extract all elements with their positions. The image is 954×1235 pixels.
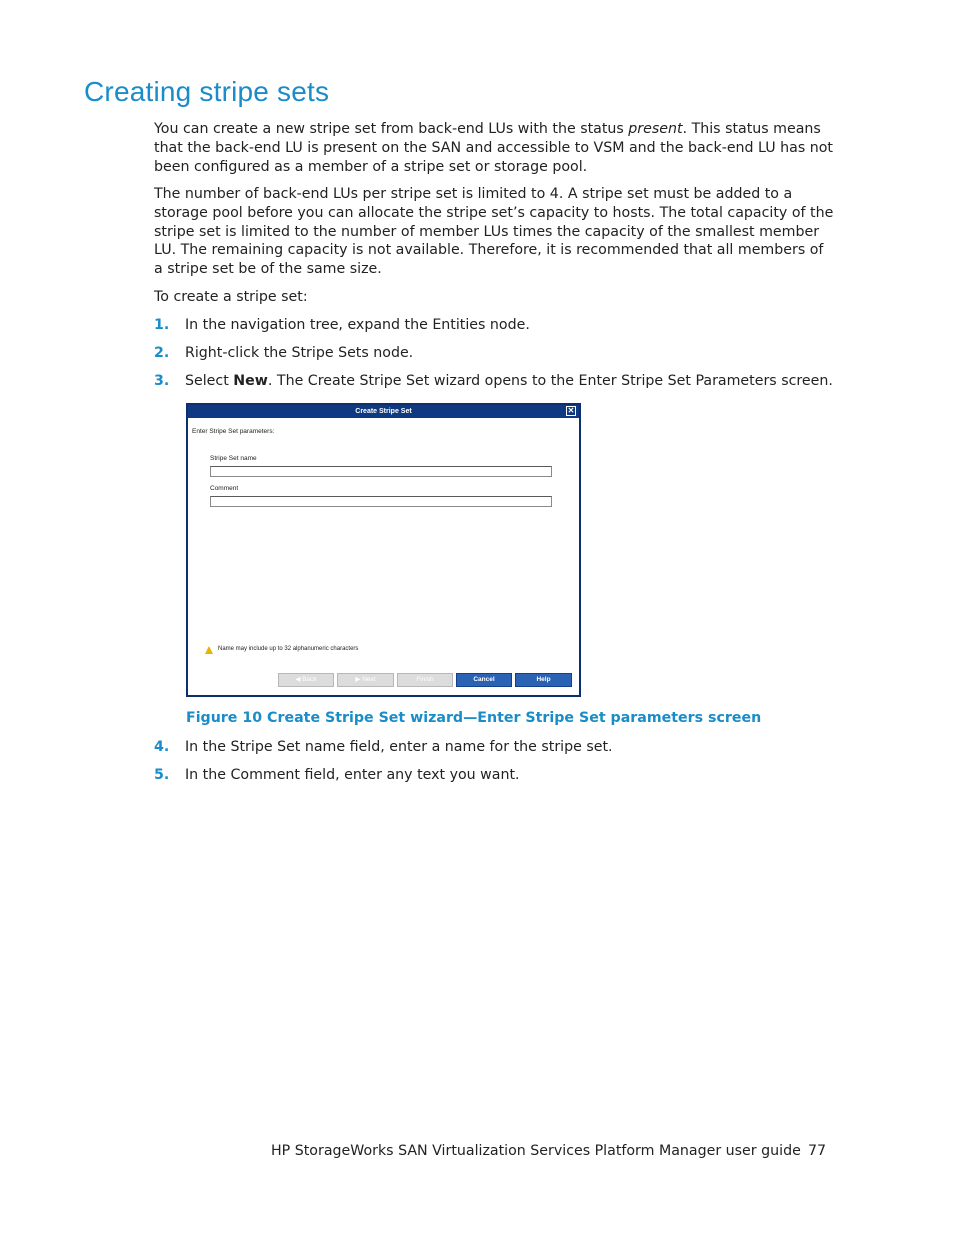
- footer-title: HP StorageWorks SAN Virtualization Services Platform Manager user guide: [271, 1143, 801, 1159]
- help-button[interactable]: Help: [515, 673, 572, 687]
- step-text: In the Comment field, enter any text you want.: [185, 767, 520, 783]
- close-icon[interactable]: ✕: [567, 406, 575, 415]
- back-button[interactable]: [278, 673, 334, 687]
- status-term: present: [628, 121, 683, 137]
- new-command: New: [233, 373, 268, 389]
- intro-text: You can create a new stripe set from back-end LUs with the status: [154, 121, 629, 137]
- comment-label: Comment: [210, 485, 239, 492]
- finish-button[interactable]: Finish: [397, 673, 453, 687]
- limits-paragraph: The number of back-end LUs per stripe set is limited to 4. A stripe set must be added to a storage pool before you can allocate the stripe set’s capacity to hosts. The total capacity of the stripe set is limited to the number of member LUs times the capacity of the smallest member LU. The remaining capacity is not available. Therefore, it is recommended that all members of a stripe set be of the same size.: [154, 186, 834, 278]
- figure-caption: Figure 10 Create Stripe Set wizard—Enter Stripe Set parameters screen: [186, 710, 762, 726]
- step-text: [185, 372, 833, 390]
- step-text: In the Stripe Set name field, enter a name for the stripe set.: [185, 739, 613, 755]
- back-label: Back: [302, 676, 317, 683]
- step-number: 4.: [154, 739, 170, 755]
- step-text: In the navigation tree, expand the Entities node.: [185, 317, 530, 333]
- back-arrow-icon: ◀: [295, 676, 303, 683]
- warning-icon: [205, 646, 213, 654]
- comment-input[interactable]: [210, 496, 552, 507]
- step-text-post: . The Create Stripe Set wizard opens to the Enter Stripe Set Parameters screen.: [267, 373, 833, 389]
- dialog-titlebar: [188, 405, 579, 418]
- procedure-intro: To create a stripe set:: [154, 289, 308, 305]
- step-number: 5.: [154, 767, 170, 783]
- dialog-title: Create Stripe Set: [355, 408, 412, 415]
- cancel-button[interactable]: Cancel: [456, 673, 512, 687]
- page-number: 77: [808, 1143, 827, 1159]
- step-text: Right-click the Stripe Sets node.: [185, 345, 414, 361]
- step-number: 3.: [154, 373, 170, 389]
- dialog-instruction: Enter Stripe Set parameters:: [192, 428, 275, 435]
- step-number: 1.: [154, 317, 170, 333]
- stripe-set-name-input[interactable]: [210, 466, 552, 477]
- warning-message: Name may include up to 32 alphanumeric characters: [218, 646, 359, 652]
- next-label: Next: [362, 676, 376, 683]
- step-number: 2.: [154, 345, 170, 361]
- next-arrow-icon: ▶: [355, 676, 363, 683]
- page-title: Creating stripe sets: [84, 76, 330, 107]
- stripe-set-name-label: Stripe Set name: [210, 455, 257, 462]
- intro-text-cont: . This status means that the back-end LU is present on the SAN and accessible to VSM and the back-end LU has not been configured as a member of a stripe set or storage pool.: [154, 121, 833, 175]
- step-text-pre: Select: [185, 373, 234, 389]
- next-button[interactable]: [337, 673, 394, 687]
- intro-paragraph: [154, 120, 834, 176]
- create-stripe-set-dialog: [186, 403, 581, 697]
